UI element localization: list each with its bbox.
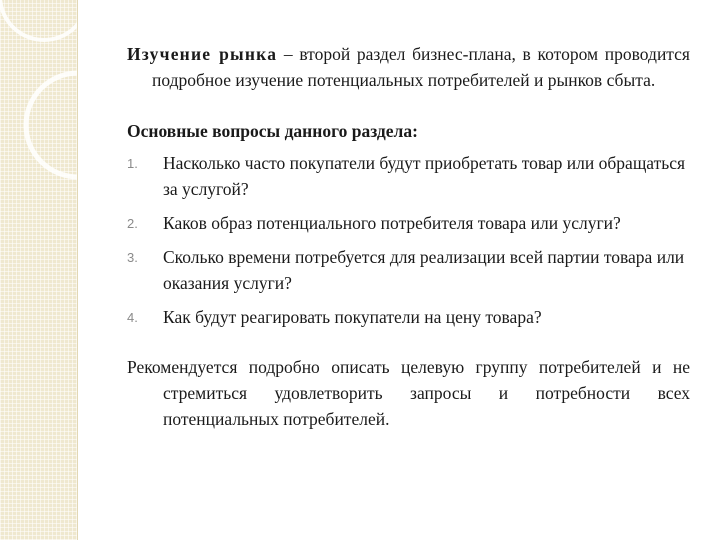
questions-heading: Основные вопросы данного раздела: xyxy=(127,121,418,141)
recommendation-paragraph: Рекомендуется подробно описать целевую группу потребителей и не стремиться удовлетворить запросы и потребности всех потенциальных потребителей. xyxy=(127,357,690,429)
list-item xyxy=(127,244,690,296)
list-item-number: 1. xyxy=(127,156,138,171)
list-item-text: Каков образ потенциального потребителя товара или услуги? xyxy=(163,213,621,233)
list-item-text: Как будут реагировать покупатели на цену товара? xyxy=(163,307,542,327)
intro-text: – второй раздел бизнес-плана, в котором проводится подробное изучение потенциальных потребителей и рынков сбыта. xyxy=(152,44,690,90)
intro-term: Изучение рынка xyxy=(127,44,278,64)
list-item-number: 4. xyxy=(127,310,138,325)
decorative-circles xyxy=(0,0,78,540)
list-item xyxy=(127,210,690,236)
intro-paragraph xyxy=(127,41,690,93)
list-item xyxy=(127,304,690,330)
decorative-side-band xyxy=(0,0,78,540)
list-item-text: Насколько часто покупатели будут приобретать товар или обращаться за услугой? xyxy=(163,153,686,199)
spacer xyxy=(127,338,690,354)
list-item-text: Сколько времени потребуется для реализации всей партии товара или оказания услуги? xyxy=(163,247,685,293)
questions-list xyxy=(127,150,690,330)
list-item xyxy=(127,150,690,202)
list-item-number: 3. xyxy=(127,250,138,265)
slide-content xyxy=(127,41,690,432)
list-item-number: 2. xyxy=(127,216,138,231)
